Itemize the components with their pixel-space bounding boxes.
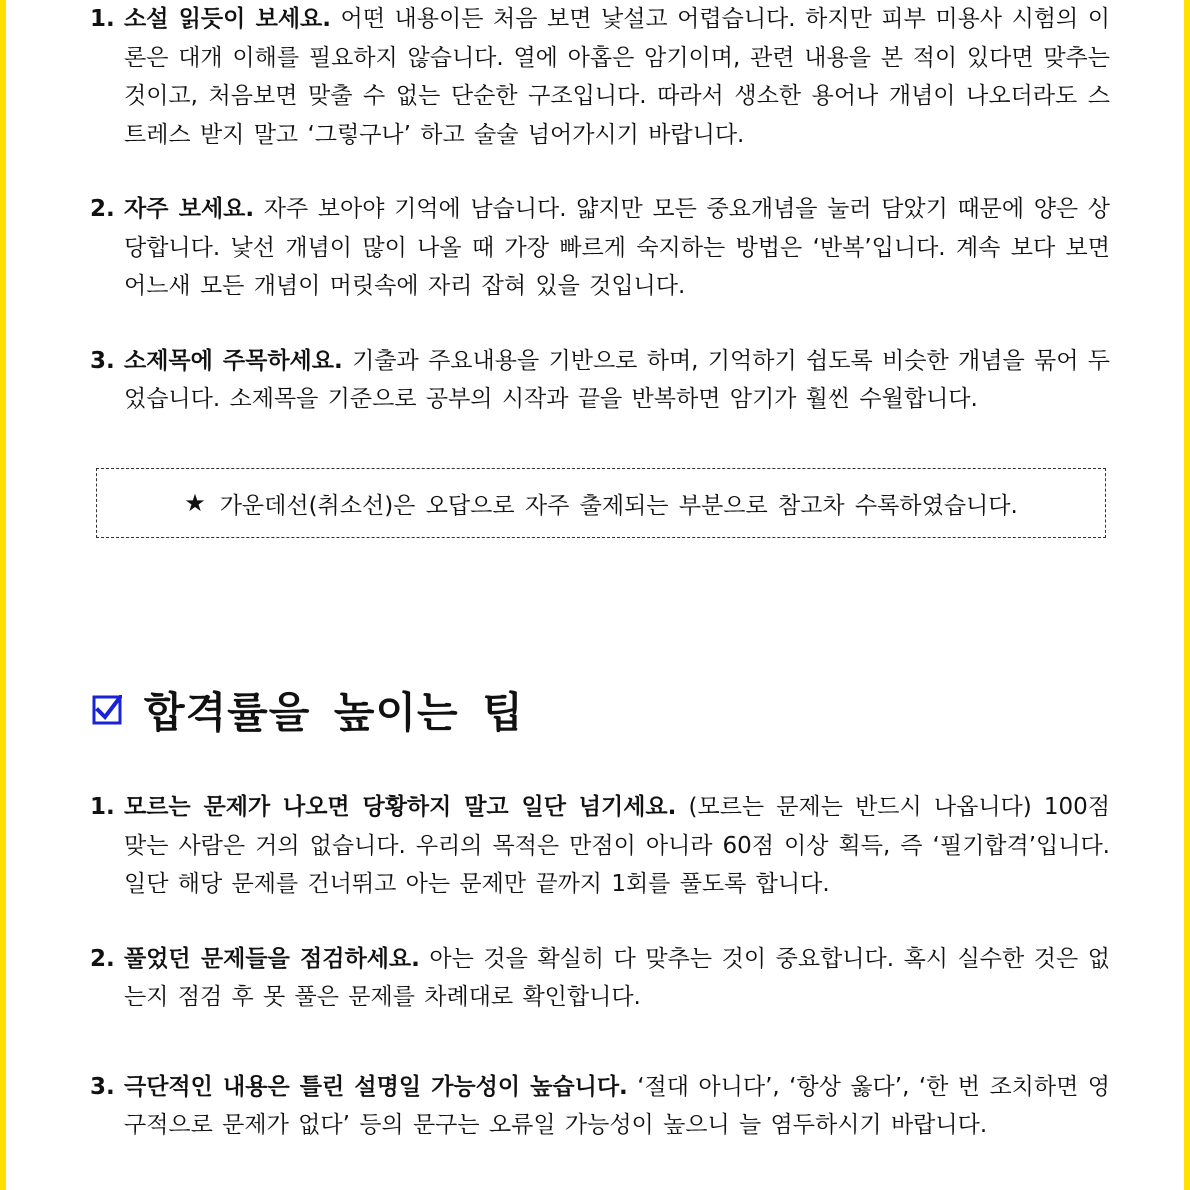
list-item: [90, 0, 1110, 154]
item-body: (모르는 문제는 반드시 나옵니다) 100점 맞는 사람은 거의 없습니다. 우리의 목적은 만점이 아니라 60점 이상 획득, 즉 ‘필기합격’입니다. 일단 해당 문제를 건너뛰고 아는 문제만 끝까지 1회를 풀도록 합니다.: [124, 794, 1110, 897]
strikethrough-note-box: [96, 468, 1106, 538]
item-number: 2.: [90, 945, 115, 972]
item-body: 아는 것을 확실히 다 맞추는 것이 중요합니다. 혹시 실수한 것은 없는지 점검 후 못 풀은 문제를 차례대로 확인합니다.: [124, 945, 1110, 1010]
pass-tips-list: [90, 788, 1110, 1145]
study-method-list: [90, 0, 1110, 419]
item-lead: 소제목에 주목하세요.: [124, 347, 343, 374]
item-number: 3.: [90, 347, 115, 374]
item-body: 기출과 주요내용을 기반으로 하며, 기억하기 쉽도록 비슷한 개념을 묶어 두었습니다. 소제목을 기준으로 공부의 시작과 끝을 반복하면 암기가 훨씬 수월합니다.: [124, 347, 1110, 412]
list-item: [90, 940, 1110, 1017]
item-body: ‘절대 아니다’, ‘항상 옳다’, ‘한 번 조치하면 영구적으로 문제가 없다’ 등의 문구는 오류일 가능성이 높으니 늘 염두하시기 바랍니다.: [124, 1073, 1110, 1138]
item-lead: 자주 보세요.: [124, 196, 255, 222]
item-lead: 풀었던 문제들을 점검하세요.: [124, 945, 420, 972]
list-item: [90, 342, 1110, 419]
list-item: [90, 1068, 1110, 1145]
list-item: [90, 190, 1110, 306]
item-body: 자주 보아야 기억에 남습니다. 얇지만 모든 중요개념을 눌러 담았기 때문에 양은 상당합니다. 낯선 개념이 많이 나올 때 가장 빠르게 숙지하는 방법은 ‘반복’입니다. 계속 보다 보면 어느새 모든 개념이 머릿속에 자리 잡혀 있을 것입니다.: [124, 196, 1110, 299]
item-number: 1.: [90, 6, 115, 32]
star-icon: ★: [184, 489, 206, 517]
note-text: 가운데선(취소선)은 오답으로 자주 출제되는 부분으로 참고차 수록하였습니다.: [219, 492, 1018, 519]
item-lead: 모르는 문제가 나오면 당황하지 말고 일단 넘기세요.: [124, 794, 677, 820]
item-number: 1.: [90, 794, 115, 820]
checkbox-checked-icon: [92, 695, 122, 725]
item-number: 3.: [90, 1073, 115, 1100]
section-title: 합격률을 높이는 팁: [144, 688, 524, 737]
item-number: 2.: [90, 196, 115, 222]
item-lead: 소설 읽듯이 보세요.: [124, 6, 331, 32]
item-lead: 극단적인 내용은 틀린 설명일 가능성이 높습니다.: [124, 1073, 628, 1100]
list-item: [90, 788, 1110, 904]
section-heading: [92, 680, 524, 740]
item-body: 어떤 내용이든 처음 보면 낯설고 어렵습니다. 하지만 피부 미용사 시험의 이론은 대개 이해를 필요하지 않습니다. 열에 아홉은 암기이며, 관련 내용을 본 적이 있다면 맞추는 것이고, 처음보면 맞출 수 없는 단순한 구조입니다. 따라서 생소한 용어나 개념이 나오더라도 스트레스 받지 말고 ‘그렇구나’ 하고 술술 넘어가시기 바랍니다.: [124, 6, 1110, 148]
